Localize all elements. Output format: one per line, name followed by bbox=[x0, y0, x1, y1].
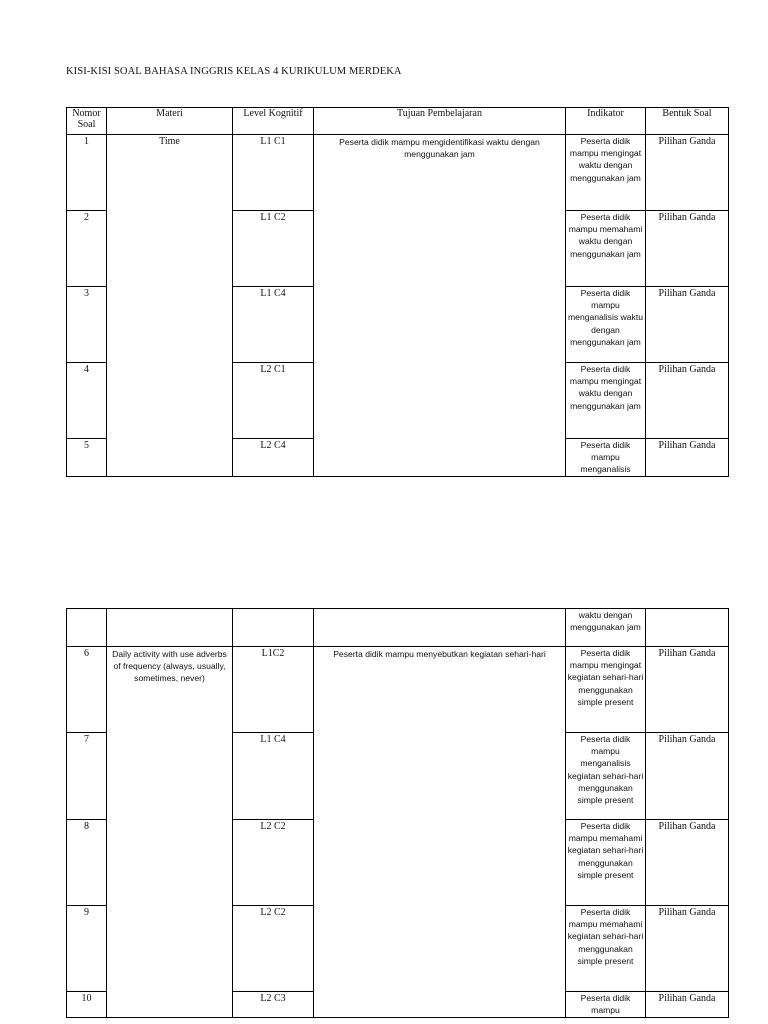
materi-cell-empty bbox=[107, 992, 233, 1018]
bentuk-cell: Pilihan Ganda bbox=[646, 363, 729, 439]
bentuk-cell: Pilihan Ganda bbox=[646, 135, 729, 211]
table-row bbox=[67, 820, 729, 906]
level-cell: L1C2 bbox=[233, 647, 314, 733]
materi-cell: Daily activity with use adverbs of frequency (always, usually, sometimes, never) bbox=[107, 647, 233, 733]
bentuk-cell: Pilihan Ganda bbox=[646, 647, 729, 733]
table-row bbox=[67, 733, 729, 820]
materi-cell-empty bbox=[107, 820, 233, 906]
tujuan-cell-empty bbox=[314, 363, 566, 439]
materi-cell-empty bbox=[107, 287, 233, 363]
bentuk-cell: Pilihan Ganda bbox=[646, 733, 729, 820]
header-indikator: Indikator bbox=[566, 108, 646, 135]
header-nomor-soal: Nomor Soal bbox=[67, 108, 107, 135]
tujuan-cell-empty bbox=[314, 820, 566, 906]
materi-cell-empty bbox=[107, 733, 233, 820]
bentuk-cell: Pilihan Ganda bbox=[646, 211, 729, 287]
level-cell: L2 C2 bbox=[233, 820, 314, 906]
level-cell: L2 C3 bbox=[233, 992, 314, 1018]
table-row bbox=[67, 992, 729, 1018]
materi-cell-empty bbox=[107, 363, 233, 439]
tujuan-cell: Peserta didik mampu menyebutkan kegiatan sehari-hari bbox=[314, 647, 566, 733]
row-number: 10 bbox=[67, 992, 107, 1018]
materi-cell: Time bbox=[107, 135, 233, 211]
bentuk-cell: Pilihan Ganda bbox=[646, 287, 729, 363]
materi-cell-empty bbox=[107, 609, 233, 647]
tujuan-cell-empty bbox=[314, 287, 566, 363]
indikator-cell: Peserta didik mampu mengingat waktu dengan menggunakan jam bbox=[566, 135, 646, 211]
row-number: 2 bbox=[67, 211, 107, 287]
header-tujuan-pembelajaran: Tujuan Pembelajaran bbox=[314, 108, 566, 135]
table-row bbox=[67, 287, 729, 363]
indikator-cell: Peserta didik mampu memahami kegiatan sehari-hari menggunakan simple present bbox=[566, 820, 646, 906]
level-cell: L2 C2 bbox=[233, 906, 314, 992]
level-cell-empty bbox=[233, 609, 314, 647]
level-cell: L1 C2 bbox=[233, 211, 314, 287]
indikator-cell: Peserta didik mampu mengingat kegiatan sehari-hari menggunakan simple present bbox=[566, 647, 646, 733]
level-cell: L1 C4 bbox=[233, 287, 314, 363]
table-row bbox=[67, 135, 729, 211]
table-header-row bbox=[67, 108, 729, 135]
table-row bbox=[67, 906, 729, 992]
level-cell: L1 C4 bbox=[233, 733, 314, 820]
kisi-kisi-table-page2 bbox=[66, 608, 729, 1018]
row-number: 9 bbox=[67, 906, 107, 992]
table-row bbox=[67, 363, 729, 439]
table-row-continuation bbox=[67, 609, 729, 647]
indikator-cell: waktu dengan menggunakan jam bbox=[566, 609, 646, 647]
kisi-kisi-table-page1 bbox=[66, 107, 729, 477]
indikator-cell: Peserta didik mampu mengingat waktu dengan menggunakan jam bbox=[566, 363, 646, 439]
header-level-kognitif: Level Kognitif bbox=[233, 108, 314, 135]
row-number: 1 bbox=[67, 135, 107, 211]
row-number: 6 bbox=[67, 647, 107, 733]
document-title: KISI-KISI SOAL BAHASA INGGRIS KELAS 4 KURIKULUM MERDEKA bbox=[66, 66, 402, 77]
tujuan-cell-empty bbox=[314, 609, 566, 647]
indikator-cell: Peserta didik mampu memahami kegiatan sehari-hari menggunakan simple present bbox=[566, 906, 646, 992]
tujuan-cell-empty bbox=[314, 906, 566, 992]
materi-cell-empty bbox=[107, 906, 233, 992]
bentuk-cell-empty bbox=[646, 609, 729, 647]
bentuk-cell: Pilihan Ganda bbox=[646, 820, 729, 906]
table-row bbox=[67, 647, 729, 733]
header-bentuk-soal: Bentuk Soal bbox=[646, 108, 729, 135]
indikator-cell: Peserta didik mampu menganalisis kegiatan sehari-hari menggunakan simple present bbox=[566, 733, 646, 820]
materi-cell-empty bbox=[107, 211, 233, 287]
bentuk-cell: Pilihan Ganda bbox=[646, 906, 729, 992]
indikator-cell: Peserta didik mampu menganalisis waktu dengan menggunakan jam bbox=[566, 287, 646, 363]
row-number: 7 bbox=[67, 733, 107, 820]
bentuk-cell: Pilihan Ganda bbox=[646, 439, 729, 477]
table-row bbox=[67, 439, 729, 477]
indikator-cell: Peserta didik mampu bbox=[566, 992, 646, 1018]
indikator-cell: Peserta didik mampu menganalisis bbox=[566, 439, 646, 477]
row-number-empty bbox=[67, 609, 107, 647]
row-number: 4 bbox=[67, 363, 107, 439]
tujuan-cell-empty bbox=[314, 992, 566, 1018]
tujuan-cell: Peserta didik mampu mengidentifikasi waktu dengan menggunakan jam bbox=[314, 135, 566, 211]
table-row bbox=[67, 211, 729, 287]
level-cell: L2 C4 bbox=[233, 439, 314, 477]
indikator-cell: Peserta didik mampu memahami waktu dengan menggunakan jam bbox=[566, 211, 646, 287]
bentuk-cell: Pilihan Ganda bbox=[646, 992, 729, 1018]
level-cell: L2 C1 bbox=[233, 363, 314, 439]
tujuan-cell-empty bbox=[314, 439, 566, 477]
row-number: 3 bbox=[67, 287, 107, 363]
level-cell: L1 C1 bbox=[233, 135, 314, 211]
header-materi: Materi bbox=[107, 108, 233, 135]
tujuan-cell-empty bbox=[314, 733, 566, 820]
tujuan-cell-empty bbox=[314, 211, 566, 287]
materi-cell-empty bbox=[107, 439, 233, 477]
row-number: 8 bbox=[67, 820, 107, 906]
row-number: 5 bbox=[67, 439, 107, 477]
